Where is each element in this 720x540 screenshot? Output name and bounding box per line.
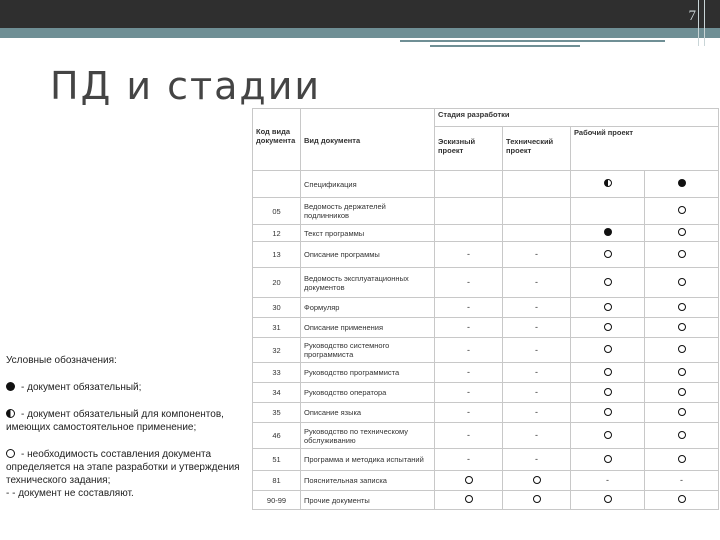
row-code: 51 xyxy=(253,449,301,471)
cell-component xyxy=(571,403,645,423)
header-code: Код вида документа xyxy=(253,109,301,171)
table-row xyxy=(253,268,719,298)
cell-complex xyxy=(645,225,719,242)
row-document-name: Ведомость держателей подлинников xyxy=(301,198,435,225)
empty-circle-icon xyxy=(678,368,686,376)
table-row xyxy=(253,363,719,383)
row-document-name: Описание программы xyxy=(301,242,435,268)
empty-circle-icon xyxy=(604,455,612,463)
header-technical: Технический проект xyxy=(503,127,571,171)
empty-circle-icon xyxy=(678,228,686,236)
table-row xyxy=(253,471,719,491)
cell-complex xyxy=(645,338,719,363)
legend-item-mandatory xyxy=(6,381,246,394)
empty-circle-icon xyxy=(6,449,15,458)
header-working: Рабочий проект xyxy=(571,127,719,171)
not-composed-dash: - xyxy=(535,344,538,355)
half-filled-circle-icon xyxy=(604,179,612,187)
empty-circle-icon xyxy=(678,323,686,331)
cell-sketch xyxy=(435,363,503,383)
legend-text: - документ обязательный; xyxy=(21,382,142,393)
empty-circle-icon xyxy=(604,303,612,311)
not-composed-dash: - xyxy=(680,475,684,485)
filled-circle-icon xyxy=(604,228,612,236)
cell-technical xyxy=(503,449,571,471)
cell-component xyxy=(571,383,645,403)
not-composed-dash: - xyxy=(535,454,538,464)
cell-technical xyxy=(503,363,571,383)
cell-component xyxy=(571,318,645,338)
empty-circle-icon xyxy=(604,278,612,286)
header-stage-group: Стадия разработки xyxy=(435,109,719,127)
table-row xyxy=(253,198,719,225)
table-row xyxy=(253,171,719,198)
not-composed-dash: - xyxy=(606,475,609,485)
cell-complex xyxy=(645,318,719,338)
table-row xyxy=(253,403,719,423)
table-row xyxy=(253,242,719,268)
cell-component xyxy=(571,491,645,510)
not-composed-dash: - xyxy=(467,344,470,355)
table-row xyxy=(253,318,719,338)
cell-complex xyxy=(645,363,719,383)
cell-complex xyxy=(645,198,719,225)
empty-circle-icon xyxy=(678,206,686,214)
half-filled-circle-icon xyxy=(6,409,15,418)
empty-circle-icon xyxy=(604,408,612,416)
empty-circle-icon xyxy=(604,323,612,331)
table-row xyxy=(253,423,719,449)
not-composed-dash: - xyxy=(535,387,538,397)
cell-sketch xyxy=(435,318,503,338)
row-code: 31 xyxy=(253,318,301,338)
cell-component xyxy=(571,338,645,363)
deco-vertical-line xyxy=(698,0,699,46)
filled-circle-icon xyxy=(6,382,15,391)
row-code: 34 xyxy=(253,383,301,403)
cell-technical xyxy=(503,242,571,268)
empty-circle-icon xyxy=(533,495,541,503)
row-code: 12 xyxy=(253,225,301,242)
not-composed-dash: - xyxy=(467,387,470,397)
legend-item-component xyxy=(6,408,246,434)
row-code: 90-99 xyxy=(253,491,301,510)
empty-circle-icon xyxy=(678,455,686,463)
cell-component xyxy=(571,449,645,471)
empty-circle-icon xyxy=(604,495,612,503)
cell-technical xyxy=(503,491,571,510)
row-code: 35 xyxy=(253,403,301,423)
row-document-name: Текст программы xyxy=(301,225,435,242)
cell-complex xyxy=(645,471,719,491)
not-composed-dash: - xyxy=(535,277,538,287)
row-code: 20 xyxy=(253,268,301,298)
table-row xyxy=(253,298,719,318)
row-code: 81 xyxy=(253,471,301,491)
cell-component xyxy=(571,242,645,268)
empty-circle-icon xyxy=(678,303,686,311)
not-composed-dash: - xyxy=(535,249,538,259)
row-code: 05 xyxy=(253,198,301,225)
cell-technical xyxy=(503,268,571,298)
not-composed-dash: - xyxy=(535,322,538,332)
empty-circle-icon xyxy=(678,388,686,396)
cell-technical xyxy=(503,338,571,363)
deco-line xyxy=(430,45,580,47)
legend-heading: Условные обозначения: xyxy=(6,355,117,366)
cell-sketch xyxy=(435,471,503,491)
cell-component xyxy=(571,471,645,491)
row-document-name: Описание применения xyxy=(301,318,435,338)
row-document-name: Прочие документы xyxy=(301,491,435,510)
row-code xyxy=(253,171,301,198)
table-row xyxy=(253,338,719,363)
header-sketch: Эскизный проект xyxy=(435,127,503,171)
cell-sketch xyxy=(435,198,503,225)
row-code: 33 xyxy=(253,363,301,383)
row-document-name: Пояснительная записка xyxy=(301,471,435,491)
cell-sketch xyxy=(435,423,503,449)
not-composed-dash: - xyxy=(535,407,538,417)
table-row xyxy=(253,449,719,471)
not-composed-dash: - xyxy=(467,302,470,312)
cell-complex xyxy=(645,403,719,423)
legend-item-optional xyxy=(6,448,246,487)
filled-circle-icon xyxy=(678,179,686,187)
table-row xyxy=(253,225,719,242)
header-name: Вид документа xyxy=(301,109,435,171)
cell-component xyxy=(571,268,645,298)
empty-circle-icon xyxy=(678,278,686,286)
deco-line xyxy=(400,40,665,42)
legend-dash-note: - - документ не составляют. xyxy=(6,488,134,499)
not-composed-dash: - xyxy=(467,430,470,440)
empty-circle-icon xyxy=(678,345,686,353)
empty-circle-icon xyxy=(533,476,541,484)
cell-sketch xyxy=(435,449,503,471)
cell-complex xyxy=(645,491,719,510)
empty-circle-icon xyxy=(604,345,612,353)
not-composed-dash: - xyxy=(467,407,470,417)
cell-sketch xyxy=(435,225,503,242)
empty-circle-icon xyxy=(678,250,686,258)
cell-technical xyxy=(503,318,571,338)
row-code: 46 xyxy=(253,423,301,449)
cell-sketch xyxy=(435,403,503,423)
table-row xyxy=(253,383,719,403)
cell-sketch xyxy=(435,298,503,318)
empty-circle-icon xyxy=(678,495,686,503)
cell-component xyxy=(571,198,645,225)
row-document-name: Руководство по техническому обслуживанию xyxy=(301,423,435,449)
empty-circle-icon xyxy=(604,431,612,439)
cell-technical xyxy=(503,198,571,225)
row-document-name: Описание языка xyxy=(301,403,435,423)
cell-sketch xyxy=(435,268,503,298)
cell-component xyxy=(571,171,645,198)
cell-complex xyxy=(645,423,719,449)
cell-technical xyxy=(503,403,571,423)
cell-component xyxy=(571,225,645,242)
slide-title: ПД и стадии xyxy=(50,64,322,108)
cell-component xyxy=(571,298,645,318)
legend-text: - документ обязательный для компонентов, имеющих самостоятельное применение; xyxy=(6,409,224,433)
cell-technical xyxy=(503,471,571,491)
top-accent-band xyxy=(0,28,720,38)
row-document-name: Руководство оператора xyxy=(301,383,435,403)
empty-circle-icon xyxy=(604,250,612,258)
cell-technical xyxy=(503,298,571,318)
cell-technical xyxy=(503,383,571,403)
cell-sketch xyxy=(435,171,503,198)
table-row xyxy=(253,491,719,510)
cell-sketch xyxy=(435,242,503,268)
not-composed-dash: - xyxy=(467,454,470,464)
cell-complex xyxy=(645,268,719,298)
document-stage-table xyxy=(252,108,718,538)
cell-technical xyxy=(503,171,571,198)
cell-complex xyxy=(645,449,719,471)
row-code: 13 xyxy=(253,242,301,268)
cell-technical xyxy=(503,225,571,242)
row-document-name: Ведомость эксплуатационных документов xyxy=(301,268,435,298)
row-document-name: Программа и методика испытаний xyxy=(301,449,435,471)
deco-vertical-line xyxy=(704,0,705,46)
not-composed-dash: - xyxy=(467,367,470,377)
row-code: 30 xyxy=(253,298,301,318)
top-bar xyxy=(0,0,720,28)
cell-sketch xyxy=(435,383,503,403)
legend-text: - необходимость составления документа определяется на этапе разработки и утверждения технического задания; xyxy=(6,449,240,486)
row-document-name: Спецификация xyxy=(301,171,435,198)
cell-complex xyxy=(645,298,719,318)
not-composed-dash: - xyxy=(535,430,538,440)
row-code: 32 xyxy=(253,338,301,363)
cell-component xyxy=(571,363,645,383)
cell-technical xyxy=(503,423,571,449)
empty-circle-icon xyxy=(465,495,473,503)
empty-circle-icon xyxy=(465,476,473,484)
not-composed-dash: - xyxy=(467,249,470,259)
empty-circle-icon xyxy=(678,431,686,439)
row-document-name: Руководство системного программиста xyxy=(301,338,435,363)
cell-sketch xyxy=(435,491,503,510)
slide-number: 7 xyxy=(688,8,696,24)
not-composed-dash: - xyxy=(535,302,538,312)
empty-circle-icon xyxy=(604,388,612,396)
cell-sketch xyxy=(435,338,503,363)
row-document-name: Формуляр xyxy=(301,298,435,318)
cell-component xyxy=(571,423,645,449)
cell-complex xyxy=(645,383,719,403)
not-composed-dash: - xyxy=(467,277,470,287)
cell-complex xyxy=(645,171,719,198)
empty-circle-icon xyxy=(604,368,612,376)
not-composed-dash: - xyxy=(535,367,538,377)
empty-circle-icon xyxy=(678,408,686,416)
cell-complex xyxy=(645,242,719,268)
row-document-name: Руководство программиста xyxy=(301,363,435,383)
legend xyxy=(6,354,246,500)
not-composed-dash: - xyxy=(467,322,470,332)
